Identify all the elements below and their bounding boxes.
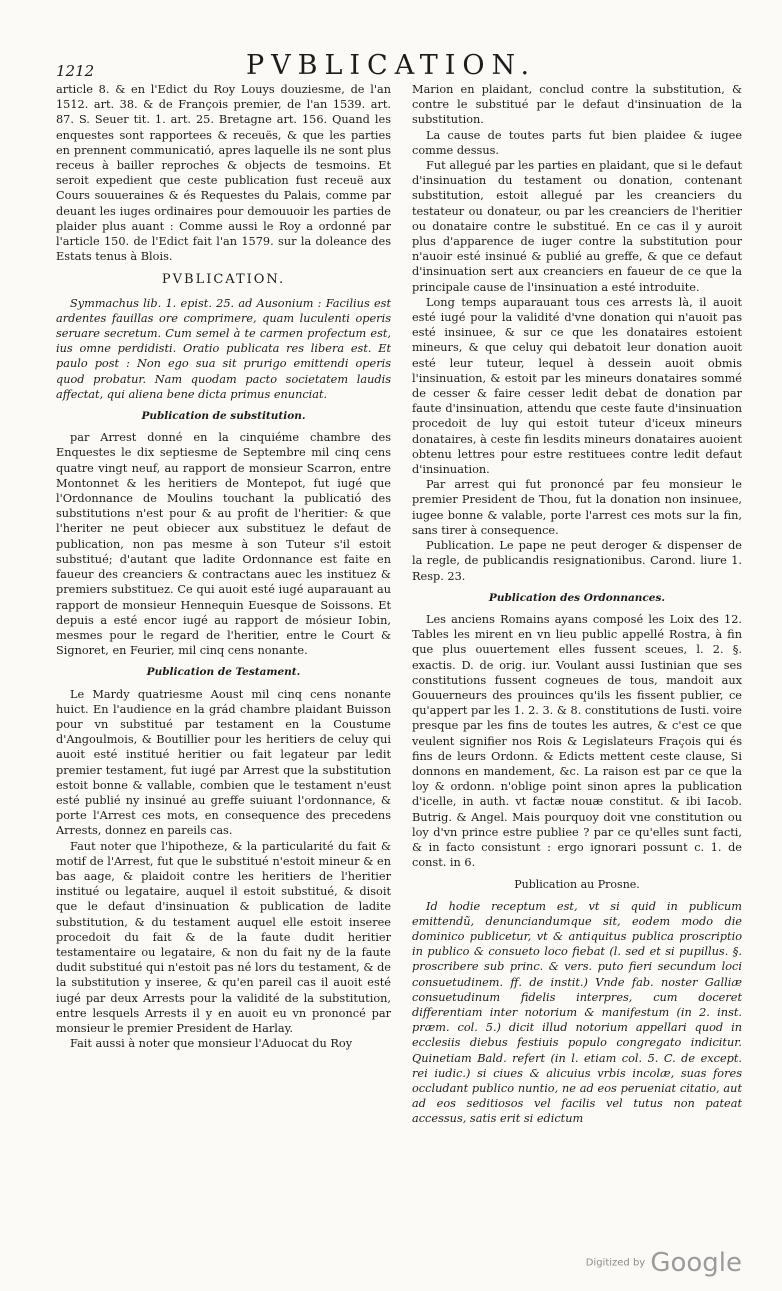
testament-paragraph: Le Mardy quatriesme Aoust mil cinq cens nonante huict. En l'audience en la grád chambre plaidant Buisson pour vn substitué par testament en la Coustume d'Angoulmois, & Boutillier pour les heritiers de celuy qui auoit esté institué heritier ou fait legateur par ledit premier testament, fut iugé par Arrest que la substitution estoit bonne & vallable, combien que le testament n'eust esté publié ny insinué au greffe suiuant l'ordonnance, & porte l'Arrest ces mots, en consequence des precedens Arrests, donnez en pareils cas. xyxy=(56,687,391,838)
substitution-paragraph: par Arrest donné en la cinquiéme chambre des Enquestes le dix septiesme de Septembre mil cinq cens quatre vingt neuf, au rapport de monsieur Scarron, entre Montonnet & les heritiers de Montepot, fut iugé que l'Ordonnance de Moulins touchant la publicatió des substitutions n'est pour & au profit de l'heritier: & que l'heriter ne peut obiecer aux substituez le defaut de publication, non pas mesme à son Tuteur s'il estoit substitué; d'autant que ladite Ordonnance est faite en faueur des creanciers & contractans auec les instituez & premiers substituez. Ce qui auoit esté iugé auparauant au rapport de monsieur Hennequin Euesque de Soissons. Et depuis a esté encor iugé au rapport de mósieur Iobin, mesmes pour le regard de l'heritier, entre le Court & Signoret, en Feurier, mil cinq cens nonante. xyxy=(56,431,391,658)
par-arrest-paragraph: Par arrest qui fut prononcé par feu monsieur le premier President de Thou, fut la donation non insinuee, iugee bonne & valable, porte l'arrest ces mots sur la fin, sans tirer à consequence. xyxy=(412,478,742,537)
anciens-romains-paragraph: Les anciens Romains ayans composé les Loix des 12. Tables les mirent en vn lieu public appellé Rostra, à fin que plus ouuertement elles fussent sceues, l. 2. §. exactis. D. de orig. iur. Voulant aussi Iustinian que ses constitutions fussent cogneues de tous, mandoit aux Gouuerneurs des prouinces qu'ils les fissent publier, ce qu'appert par les 1. 2. 3. & 8. constitutions de Iusti. voire presque par les fins de toutes les autres, & c'est ce que veulent signifier nos Rois & Legislateurs Fraçois qui és fins de leurs Ordonn. & Edicts mettent ceste clause, Si donnons en mandement, &c. La raison est par ce que la loy & ordonn. n'oblige point sinon apres la publication d'icelle, in auth. vt factæ nouæ constitut. & ibi Iacob. Butrig. & Angel. Mais pourquoy doit vne constitution ou loy d'vn prince estre publiee ? par ce qu'elles sunt facti, & in facto consistunt : ergo ignorari possunt c. 1. de const. in 6. xyxy=(412,612,742,870)
publication-pape-paragraph: Publication. Le pape ne peut deroger & dispenser de la regle, de publicandis resignationibus. Carond. liure 1. Resp. 23. xyxy=(412,539,742,583)
subtitle-substitution: Publication de substitution. xyxy=(141,410,306,423)
google-logo: Google xyxy=(650,1248,742,1278)
running-head: PVBLICATION. xyxy=(245,50,537,81)
page-number: 1212 xyxy=(56,62,95,80)
faut-noter-paragraph: Faut noter que l'hipotheze, & la particularité du fait & motif de l'Arrest, fut que le substitué n'estoit mineur & en bas aage, & plaidoit contre les heritiers de l'heritier institué ou legataire, auquel il estoit substitué, & disoit que le defaut d'insinuation & publication de ladite substitution, & du testament auquel elle estoit inseree procedoit du fait & de la faute dudit heritier testamentaire ou legataire, & non du fait ny de la faute dudit substitué qui n'estoit pas né lors du testament, & de la substitution y inseree, & qu'en pareil cas il auoit esté iugé par deux Arrests pour la validité de la substitution, entre lesquels Arrests il y en auoit eu vn prononcé par monsieur le premier President de Harlay. xyxy=(56,839,391,1035)
left-column xyxy=(56,82,391,1051)
digitized-by-google-watermark xyxy=(586,1248,742,1278)
left-intro-paragraph: article 8. & en l'Edict du Roy Louys douziesme, de l'an 1512. art. 38. & de François premier, de l'an 1539. art. 87. S. Seuer tit. 1. art. 25. Bretagne art. 156. Quand les enquestes sont rapportees & receuës, & que les parties en prennent communicatió, apres laquelle ils ne sont plus receus à bailler reproches & objects de tesmoins. Et seroit expedient que ceste publication fust receuë aux Cours souueraines & és Requestes du Palais, comme par deuant les iuges ordinaires pour demouuoir les parties de plaider plus auant : Comme aussi le Roy a ordonné par l'article 150. de l'Edict fait l'an 1579. sur la doleance des Estats tenus à Blois. xyxy=(56,83,391,264)
right-column xyxy=(412,82,742,1127)
right-continuation-paragraph: Marion en plaidant, conclud contre la substitution, & contre le substitué par le defaut d'insinuation de la substitution. xyxy=(412,83,742,127)
allegue-paragraph: Fut allegué par les parties en plaidant, que si le defaut d'insinuation du testament ou donation, contenant substitution, estoit allegué par les creanciers du testateur ou donateur, ou par les creanciers de l'heritier ou donataire contre le substitué. En ce cas il y auroit plus d'apparence de iuger contre la substitution pour n'auoir esté insinué & publié au greffe, & que ce defaut d'insinuation sert aux creanciers en faueur de ce que la principale cause de l'insinuation a esté introduite. xyxy=(412,159,742,294)
prosne-latin-paragraph: Id hodie receptum est, vt si quid in publicum emittendũ, denunciandumque sit, eodem modo die dominico publicetur, vt & antiquitus publica proscriptio in publico & consueto loco fiebat (l. sed et si pupillus. §. proscribere sub princ. & vers. puto fieri secundum loci consuetudinem. ff. de instit.) Vnde fab. noster Galliæ consuetudinum fidelis interpres, cum doceret differentiam inter notorium & manifestum (in 2. inst. præm. col. 5.) dicit illud notorium appellari quod in ecclesiis diebus festiuis populo congregato indicitur. Quinetiam Bald. refert (in l. etiam col. 5. C. de except. rei iudic.) si ciues & alicuius vrbis incolæ, suas fores occludant publico nuntio, ne ad eos perueniat citatio, aut ad eos seditiosos vel facilis vel tutus non pateat accessus, satis erit si edictum xyxy=(412,899,742,1126)
long-temps-paragraph: Long temps auparauant tous ces arrests là, il auoit esté iugé pour la validité d'vne donation qui n'auoit pas esté insinuee, & sur ce que les donataires estoient mineurs, & que celuy qui debatoit leur donation auoit esté leur tuteur, lequel à dessein auoit obmis l'insinuation, & estoit par les mineurs donataires sommé de cesser & faire cesser ledit debat de donation par faute d'insinuation, attendu que ceste faute d'insinuation procedoit de luy qui estoit tuteur d'iceux mineurs donataires, à ceste fin lesdits mineurs donataires auoient obtenu lettres pour estre restituees contre ledit defaut d'insinuation. xyxy=(412,295,742,477)
fait-aussi-paragraph: Fait aussi à noter que monsieur l'Aduocat du Roy xyxy=(70,1037,353,1051)
subtitle-ordonnances: Publication des Ordonnances. xyxy=(488,591,666,604)
subtitle-testament: Publication de Testament. xyxy=(146,666,301,679)
cause-paragraph: La cause de toutes parts fut bien plaidee & iugee comme dessus. xyxy=(412,128,742,157)
section-title: PVBLICATION. xyxy=(161,272,286,288)
symmachus-quote: Symmachus lib. 1. epist. 25. ad Ausonium : Facilius est ardentes fauillas ore comprimere, quam luculenti operis seruare secretum. Cum semel à te carmen profectum est, ius omne perdidisti. Oratio publicata res libera est. Et paulo post : Non ego sua sit prurigo emittendi operis quod probatur. Nam quodam pacto societatem laudis affectat, qui aliena bene dicta primus enunciat. xyxy=(56,296,391,401)
digitized-by-label: Digitized by xyxy=(585,1257,646,1269)
subtitle-prosne: Publication au Prosne. xyxy=(514,878,640,892)
